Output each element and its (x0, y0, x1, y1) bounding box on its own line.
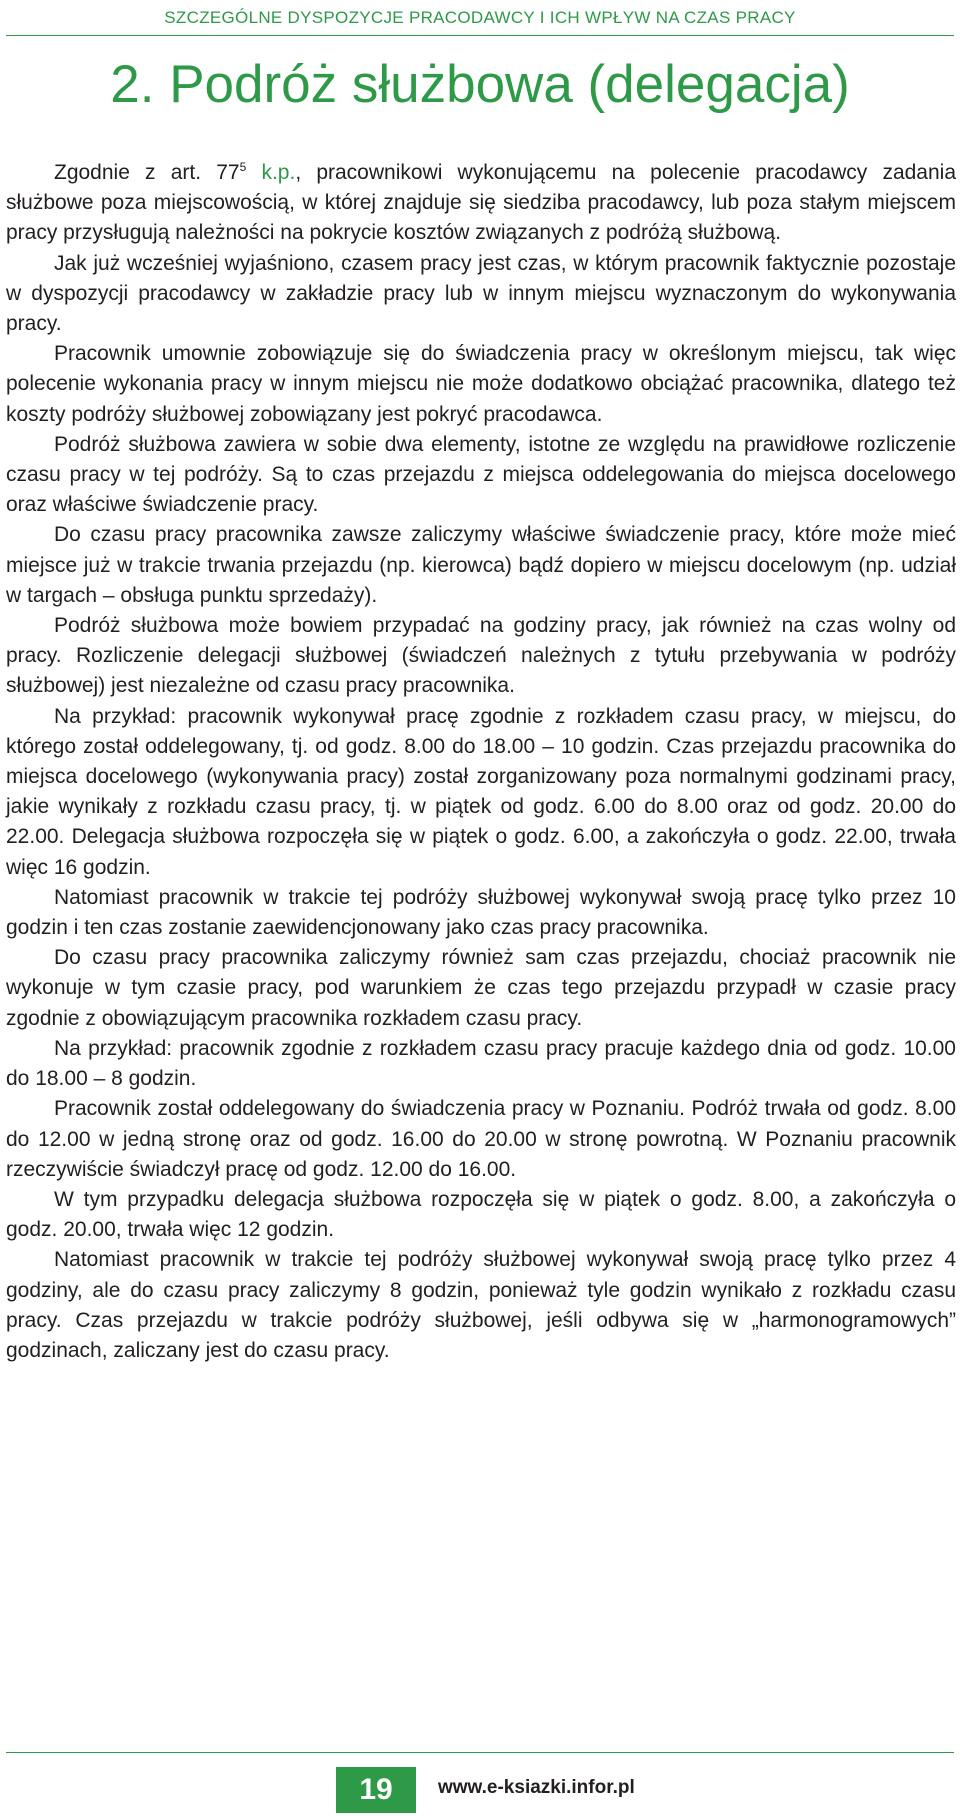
intro-text: , pracownikowi wykonującemu na polecenie pracodawcy zadania służbowe poza miejscowością, w której znajduje się siedziba pracodawcy, lub poza stałym miejscem pracy przysługują należności na pokrycie kosztów związanych z podróżą służbową. (6, 161, 957, 245)
header-divider (6, 35, 954, 36)
article-superscript: 5 (239, 160, 247, 174)
body-text (6, 158, 956, 1366)
code-citation: k.p. (246, 161, 296, 184)
paragraph: Jak już wcześniej wyjaśniono, czasem pracy jest czas, w którym pracownik faktycznie pozostaje w dyspozycji pracodawcy w zakładzie pracy lub w innym miejscu wyznaczonym do wykonywania pracy. (6, 251, 956, 336)
intro-paragraph (6, 158, 956, 249)
paragraph: Natomiast pracownik w trakcie tej podróży służbowej wykonywał swoją pracę tylko przez 10 godzin i ten czas zostanie zaewidencjonowany jako czas pracy pracownika. (6, 885, 956, 940)
footer-url: www.e-ksiazki.infor.pl (438, 1777, 635, 1798)
paragraph: Natomiast pracownik w trakcie tej podróży służbowej wykonywał swoją pracę tylko przez 4 godziny, ale do czasu pracy zaliczymy 8 godzin, ponieważ tyle godzin wynikało z rozkładu czasu pracy. Czas przejazdu w trakcie podróży służbowej, jeśli odbywa się w „harmonogramowych” godzinach, zaliczany jest do czasu pracy. (6, 1248, 956, 1362)
paragraph: Do czasu pracy pracownika zaliczymy również sam czas przejazdu, chociaż pracownik nie wykonuje w tym czasie pracy, pod warunkiem że czas tego przejazdu przypadł w czasie pracy zgodnie z obowiązującym pracownika rozkładem czasu pracy. (6, 946, 956, 1030)
paragraph: Na przykład: pracownik zgodnie z rozkładem czasu pracy pracuje każdego dnia od godz. 10.00 do 18.00 – 8 godzin. (6, 1036, 956, 1091)
intro-prefix: Zgodnie z art. 77 (54, 161, 240, 184)
running-header: SZCZEGÓLNE DYSPOZYCJE PRACODAWCY I ICH WPŁYW NA CZAS PRACY (164, 8, 796, 27)
chapter-title: 2. Podróż służbowa (delegacja) (110, 55, 850, 114)
paragraph: Podróż służbowa zawiera w sobie dwa elementy, istotne ze względu na prawidłowe rozliczenie czasu pracy w tej podróży. Są to czas przejazdu z miejsca oddelegowania do miejsca docelowego oraz właściwe świadczenie pracy. (6, 432, 956, 517)
paragraph: Na przykład: pracownik wykonywał pracę zgodnie z rozkładem czasu pracy, w miejscu, do którego został oddelegowany, tj. od godz. 8.00 do 18.00 – 10 godzin. Czas przejazdu pracownika do miejsca docelowego (wykonywania pracy) został zorganizowany poza normalnymi godzinami pracy, jakie wynikały z rozkładu czasu pracy, tj. w piątek od godz. 6.00 do 8.00 oraz od godz. 20.00 do 22.00. Delegacja służbowa rozpoczęła się w piątek o godz. 6.00, a zakończyła o godz. 22.00, trwała więc 16 godzin. (6, 704, 956, 879)
paragraph: Pracownik został oddelegowany do świadczenia pracy w Poznaniu. Podróż trwała od godz. 8.00 do 12.00 w jedną stronę oraz od godz. 16.00 do 20.00 w stronę powrotną. W Poznaniu pracownik rzeczywiście świadczył pracę od godz. 12.00 do 16.00. (6, 1097, 956, 1181)
paragraph: Podróż służbowa może bowiem przypadać na godziny pracy, jak również na czas wolny od pracy. Rozliczenie delegacji służbowej (świadczeń należnych z tytułu przebywania w podróży służbowej) jest niezależne od czasu pracy pracownika. (6, 614, 956, 698)
page-number-badge: 19 (336, 1767, 416, 1813)
paragraph: Do czasu pracy pracownika zawsze zaliczymy właściwe świadczenie pracy, które może mieć miejsce już w trakcie trwania przejazdu (np. kierowca) bądź dopiero w miejscu docelowym (np. udział w targach – obsługa punktu sprzedaży). (6, 523, 956, 607)
paragraph: Pracownik umownie zobowiązuje się do świadczenia pracy w określonym miejscu, tak więc polecenie wykonania pracy w innym miejscu nie może dodatkowo obciążać pracownika, dlatego też koszty podróży służbowej zobowiązany jest pokryć pracodawca. (6, 342, 956, 426)
footer-divider (6, 1752, 954, 1753)
paragraph: W tym przypadku delegacja służbowa rozpoczęła się w piątek o godz. 8.00, a zakończyła o godz. 20.00, trwała więc 12 godzin. (6, 1187, 956, 1242)
